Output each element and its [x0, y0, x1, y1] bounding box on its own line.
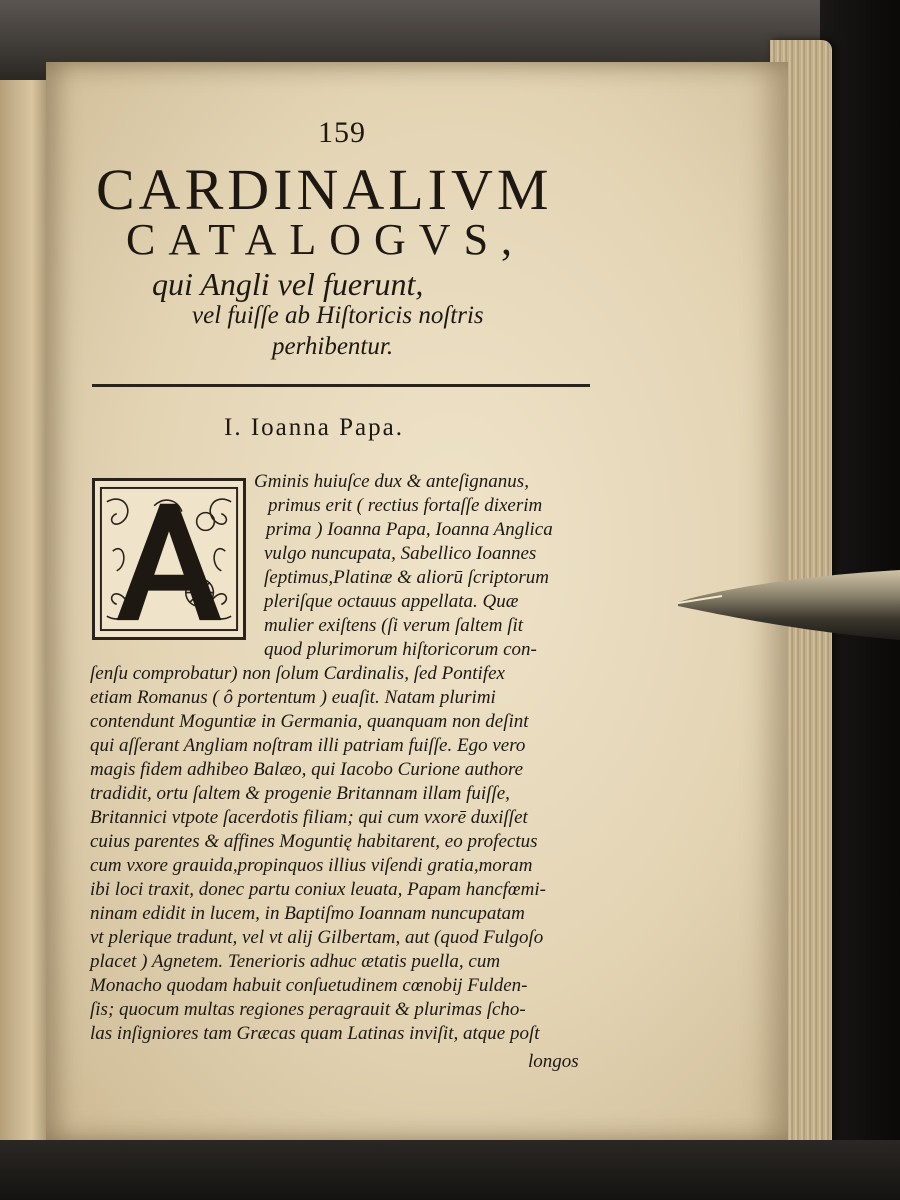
body-line: etiam Romanus ( ô portentum ) euaſit. Natam plurimi — [90, 687, 496, 708]
page-number: 159 — [318, 116, 366, 149]
body-line: vt plerique tradunt, vel vt alij Gilbertam, aut (quod Fulgoſo — [90, 927, 544, 948]
body-line: cuius parentes & affines Moguntię habitarent, eo profectus — [90, 831, 538, 852]
body-line: pleriſque octauus appellata. Quæ — [264, 591, 519, 612]
horizontal-rule — [92, 384, 590, 387]
body-line: ibi loci traxit, donec partu coniux leuata, Papam hancfœmi- — [90, 879, 546, 900]
body-line: vulgo nuncupata, Sabellico Ioannes — [264, 543, 537, 564]
body-line: ſeptimus,Platinæ & aliorū ſcriptorum — [264, 567, 550, 588]
title-line-4: vel fuiſſe ab Hiſtoricis noſtris — [192, 302, 484, 329]
body-line: placet ) Agnetem. Tenerioris adhuc ætatis puella, cum — [90, 951, 501, 972]
catchword: longos — [528, 1051, 579, 1072]
body-line: Gminis huiuſce dux & anteſignanus, — [254, 471, 529, 492]
body-line: primus erit ( rectius fortaſſe dixerim — [268, 495, 543, 516]
title-line-2: CATALOGVS, — [126, 215, 526, 264]
title-line-1: CARDINALIVM — [96, 157, 553, 222]
table-shadow — [0, 1140, 900, 1200]
pen-icon — [676, 570, 900, 640]
body-line: prima ) Ioanna Papa, Ioanna Anglica — [266, 519, 553, 540]
body-line: ſenſu comprobatur) non ſolum Cardinalis, ſed Pontifex — [90, 663, 505, 684]
body-line: cum vxore grauida,propinquos illius viſendi gratia,moram — [90, 855, 533, 876]
body-line: mulier exiſtens (ſi verum ſaltem ſit — [264, 615, 524, 636]
body-line: tradidit, ortu ſaltem & progenie Britannam illam fuiſſe, — [90, 783, 510, 804]
body-line: contendunt Moguntiæ in Germania, quanquam non deſint — [90, 711, 529, 732]
body-line: ſis; quocum multas regiones peragrauit & plurimas ſcho- — [90, 999, 526, 1020]
section-heading: I. Ioanna Papa. — [224, 414, 404, 441]
body-line: ninam edidit in lucem, in Baptiſmo Ioannam nuncupatam — [90, 903, 525, 924]
drop-cap-glyph — [117, 504, 222, 620]
drop-cap-ornament-icon — [95, 481, 243, 637]
body-line: Britannici vtpote ſacerdotis filiam; qui cum vxorē duxiſſet — [90, 807, 528, 828]
title-line-3: qui Angli vel fuerunt, — [152, 266, 424, 302]
pen-pointer — [676, 570, 900, 640]
body-line: las inſigniores tam Græcas quam Latinas inviſit, atque poſt — [90, 1023, 540, 1044]
body-line: quod plurimorum hiſtoricorum con- — [264, 639, 537, 660]
body-line: Monacho quodam habuit conſuetudinem cœnobij Fulden- — [90, 975, 528, 996]
body-line: magis fidem adhibeo Balæo, qui Iacobo Curione authore — [90, 759, 524, 780]
body-line: qui aſſerant Angliam noſtram illi patriam fuiſſe. Ego vero — [90, 735, 526, 756]
title-line-5: perhibentur. — [272, 333, 394, 360]
ornamental-drop-cap — [92, 478, 246, 640]
